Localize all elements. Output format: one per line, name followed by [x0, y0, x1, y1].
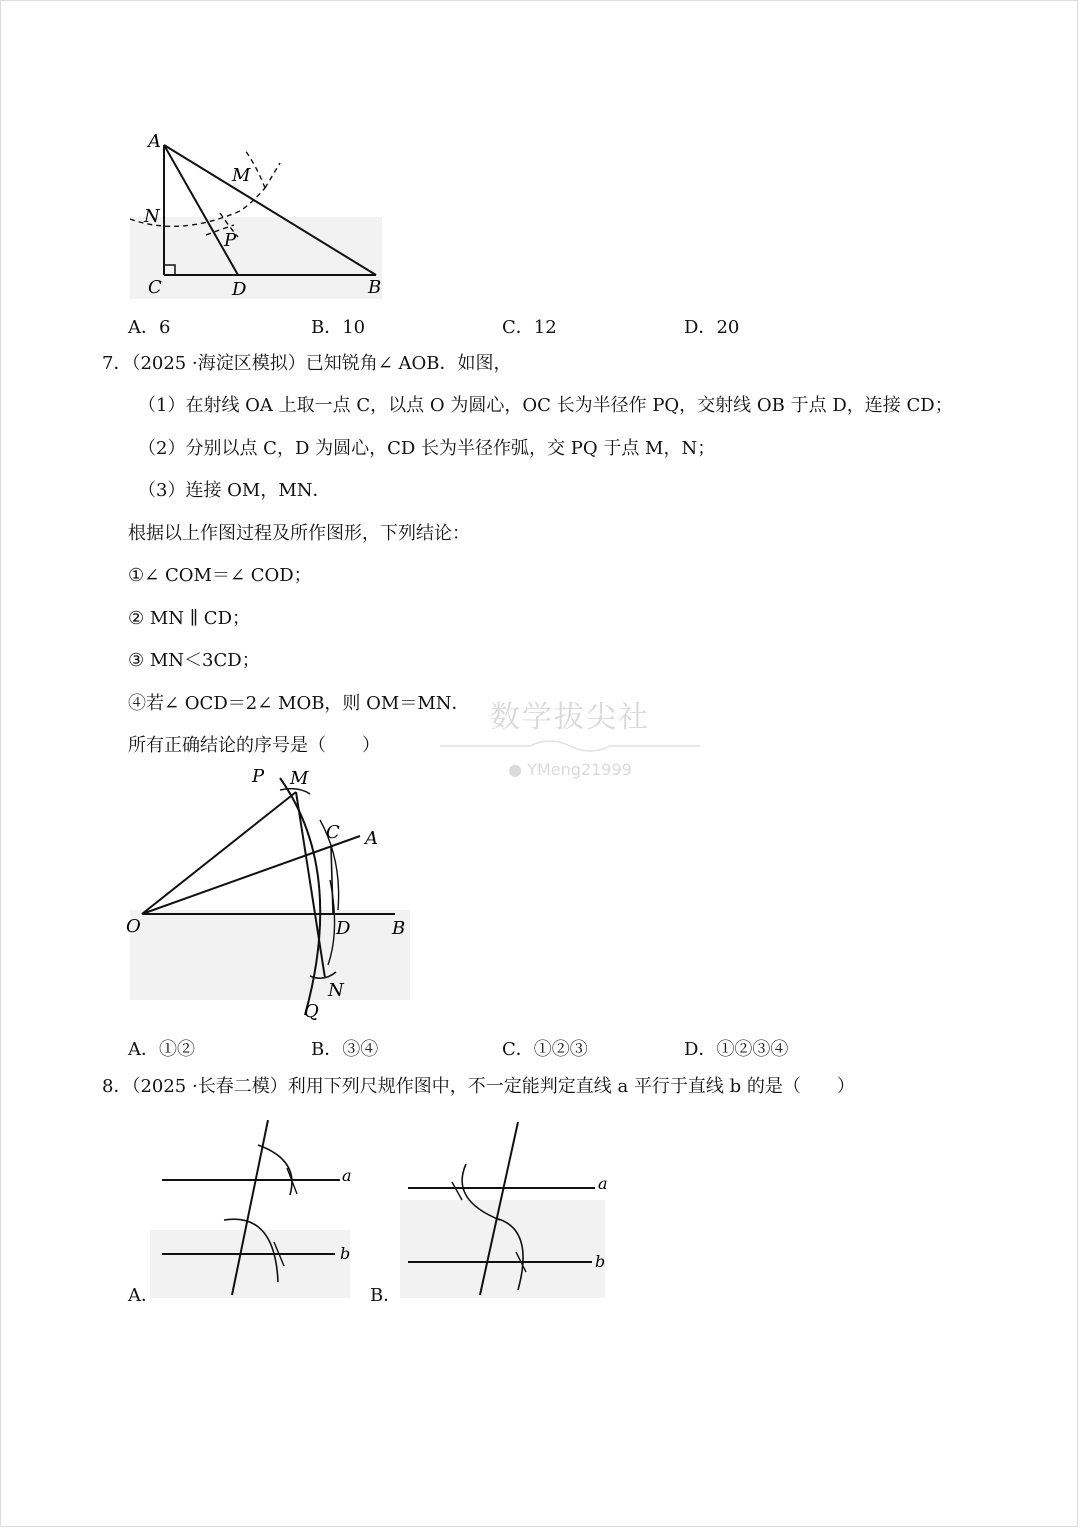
watermark — [440, 692, 700, 779]
label-D: D — [232, 279, 247, 300]
label-N: N — [144, 206, 160, 227]
option-letter: B． — [311, 317, 343, 338]
label-B: B — [392, 918, 406, 939]
label-b: b — [595, 1252, 606, 1271]
q7-conclusion-2: ② MN ∥ CD； — [128, 608, 251, 629]
option-text: ①②③ — [533, 1039, 588, 1060]
q8-option-b[interactable] — [370, 1281, 401, 1307]
option-letter: D． — [684, 1039, 717, 1060]
option-text: ③④ — [342, 1039, 379, 1060]
q7-conclusion-4: ④若∠ OCD＝2∠ MOB，则 OM＝MN． — [128, 693, 470, 714]
q7-option-c[interactable] — [502, 1035, 588, 1061]
segment-OM — [142, 792, 296, 914]
label-O: O — [126, 916, 141, 937]
q6-triangle-figure — [120, 125, 400, 300]
option-letter: A． — [128, 1285, 159, 1306]
q8-figure-b — [400, 1120, 620, 1300]
watermark-handle-row — [440, 760, 700, 779]
label-D: D — [336, 918, 351, 939]
q7-step-1: （1）在射线 OA 上取一点 C，以点 O 为圆心，OC 长为半径作 PQ，交射线 OB 于点 D，连接 CD； — [138, 395, 953, 416]
q7-conclusion-3: ③ MN＜3CD； — [128, 650, 260, 671]
q7-number: 7． — [102, 353, 132, 374]
option-text: 12 — [533, 317, 557, 338]
watermark-title: 数学拔尖社 — [490, 700, 650, 735]
label-a: a — [598, 1174, 608, 1193]
option-text: ①② — [159, 1039, 195, 1060]
option-letter: C． — [502, 1039, 534, 1060]
figure-shading — [400, 1200, 605, 1298]
option-text: ①②③④ — [716, 1039, 789, 1060]
label-b: b — [340, 1244, 351, 1263]
option-letter: B． — [370, 1285, 402, 1306]
q8-header — [102, 1078, 855, 1096]
label-A: A — [365, 828, 378, 849]
q7-header — [102, 355, 512, 373]
label-N: N — [328, 980, 344, 1001]
label-C: C — [148, 277, 162, 298]
ray-OA — [142, 836, 360, 914]
q8-figure-a — [150, 1120, 365, 1300]
q6-option-c[interactable] — [502, 313, 557, 339]
q6-option-a[interactable] — [128, 313, 170, 339]
q8-number: 8． — [102, 1076, 132, 1097]
option-text: 10 — [342, 317, 366, 338]
q7-angle-figure — [120, 760, 420, 1025]
q7-option-b[interactable] — [311, 1035, 378, 1061]
figure-shading — [130, 217, 382, 299]
q7-stem: 已知锐角∠ AOB．如图， — [305, 353, 512, 374]
watermark-handle: YMeng21999 — [527, 760, 632, 779]
q7-lead: 根据以上作图过程及所作图形，下列结论： — [128, 523, 470, 544]
option-letter: D． — [684, 317, 717, 338]
q6-option-d[interactable] — [684, 313, 739, 339]
label-P: P — [252, 766, 265, 787]
option-text: 6 — [159, 317, 171, 338]
q7-step-3: （3）连接 OM，MN． — [138, 480, 331, 501]
q6-option-b[interactable] — [311, 313, 365, 339]
q8-source: （2025 ·长春二模） — [131, 1076, 288, 1097]
option-letter: C． — [502, 317, 534, 338]
arc-M-tick — [265, 163, 280, 188]
figure-shading — [150, 1230, 350, 1298]
label-A: A — [148, 131, 161, 152]
q7-source: （2025 ·海淀区模拟） — [131, 353, 306, 374]
option-text: 20 — [716, 317, 740, 338]
q7-question: 所有正确结论的序号是（ ） — [128, 735, 380, 756]
figure-shading — [130, 910, 410, 1000]
tick-upper — [452, 1182, 462, 1200]
label-Q: Q — [304, 1001, 319, 1022]
label-P: P — [224, 230, 237, 251]
label-M: M — [232, 165, 251, 186]
watermark-ornament — [440, 736, 700, 756]
arc-upper — [258, 1145, 292, 1195]
q8-stem: 利用下列尺规作图中，不一定能判定直线 a 平行于直线 b 的是（ ） — [287, 1076, 855, 1097]
q7-option-d[interactable] — [684, 1035, 788, 1061]
q7-step-2: （2）分别以点 C，D 为圆心，CD 长为半径作弧，交 PQ 于点 M，N； — [138, 438, 716, 459]
wechat-icon: ● — [508, 760, 523, 779]
label-a: a — [342, 1166, 352, 1185]
segment-CD — [331, 847, 333, 914]
label-C: C — [326, 822, 340, 843]
label-B: B — [368, 277, 382, 298]
option-letter: A． — [128, 1039, 159, 1060]
option-letter: B． — [311, 1039, 343, 1060]
q8-option-a[interactable] — [128, 1281, 159, 1307]
q7-option-a[interactable] — [128, 1035, 195, 1061]
option-letter: A． — [128, 317, 159, 338]
q7-conclusion-1: ①∠ COM＝∠ COD； — [128, 565, 312, 586]
label-M: M — [290, 768, 309, 789]
